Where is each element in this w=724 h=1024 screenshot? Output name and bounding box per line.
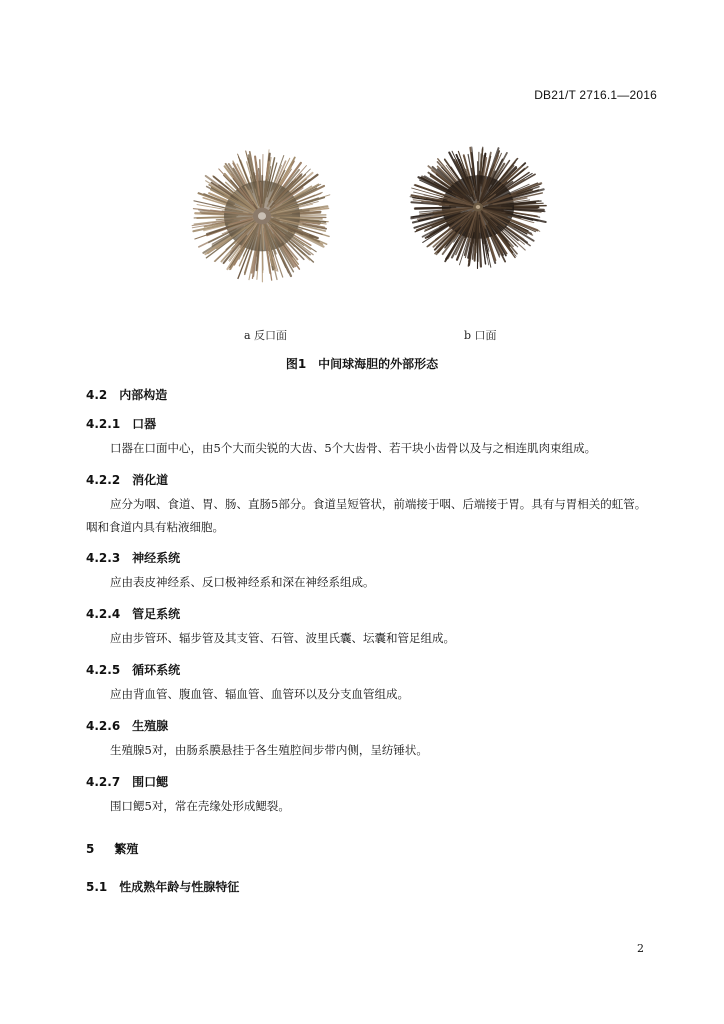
- section-title: 生殖腺: [132, 719, 169, 733]
- sea-urchin-oral-photo: [402, 142, 554, 274]
- document-code: DB21/T 2716.1—2016: [534, 88, 657, 102]
- section-heading: [86, 386, 167, 403]
- section-heading: [86, 549, 180, 566]
- section-number: 4.2.3: [86, 551, 121, 565]
- section-heading: [86, 878, 239, 895]
- section-heading: [86, 840, 138, 857]
- section-number: 4.2.2: [86, 473, 121, 487]
- section-title: 内部构造: [119, 388, 168, 402]
- section-heading: [86, 605, 180, 622]
- section-heading: [86, 717, 168, 734]
- section-title: 神经系统: [132, 551, 181, 565]
- section-heading: [86, 471, 168, 488]
- section-text: 应由背血管、腹血管、辐血管、血管环以及分支血管组成。: [110, 687, 409, 701]
- section-number: 4.2.5: [86, 663, 121, 677]
- section-number: 4.2.7: [86, 775, 121, 789]
- section-text: 应由表皮神经系、反口极神经系和深在神经系组成。: [110, 575, 375, 589]
- section-title: 管足系统: [132, 607, 181, 621]
- figure-caption-a: a 反口面: [244, 329, 288, 342]
- section-title: 繁殖: [114, 842, 139, 856]
- section-number: 5: [86, 842, 95, 856]
- section-title: 循环系统: [132, 663, 181, 677]
- section-text: 围口鳃5对，常在壳缘处形成鳃裂。: [110, 799, 290, 813]
- sea-urchin-aboral-photo: [186, 148, 338, 288]
- section-text: 口器在口面中心，由5个大而尖锐的大齿、5个大齿骨、若干块小齿骨以及与之相连肌肉束组成。: [110, 441, 597, 455]
- section-heading: [86, 773, 168, 790]
- section-text: 生殖腺5对，由肠系膜悬挂于各生殖腔间步带内侧，呈纺锤状。: [110, 743, 428, 757]
- section-title: 性成熟年龄与性腺特征: [119, 880, 240, 894]
- section-text: 应由步管环、辐步管及其支管、石管、波里氏囊、坛囊和管足组成。: [110, 631, 455, 645]
- section-number: 4.2.4: [86, 607, 121, 621]
- section-number: 4.2.1: [86, 417, 121, 431]
- section-title: 口器: [132, 417, 157, 431]
- section-title: 消化道: [132, 473, 169, 487]
- section-heading: [86, 415, 156, 432]
- figure-caption-b: b 口面: [464, 329, 497, 342]
- page-number: 2: [637, 942, 644, 955]
- section-number: 4.2: [86, 388, 108, 402]
- section-number: 5.1: [86, 880, 108, 894]
- section-number: 4.2.6: [86, 719, 121, 733]
- section-title: 围口鳃: [132, 775, 169, 789]
- section-heading: [86, 661, 180, 678]
- figure-title: 图1 中间球海胆的外部形态: [285, 357, 439, 371]
- section-text: 应分为咽、食道、胃、肠、直肠5部分。食道呈短管状，前端接于咽、后端接于胃。具有与胃相关的虹管。咽和食道内具有粘液细胞。: [86, 497, 647, 534]
